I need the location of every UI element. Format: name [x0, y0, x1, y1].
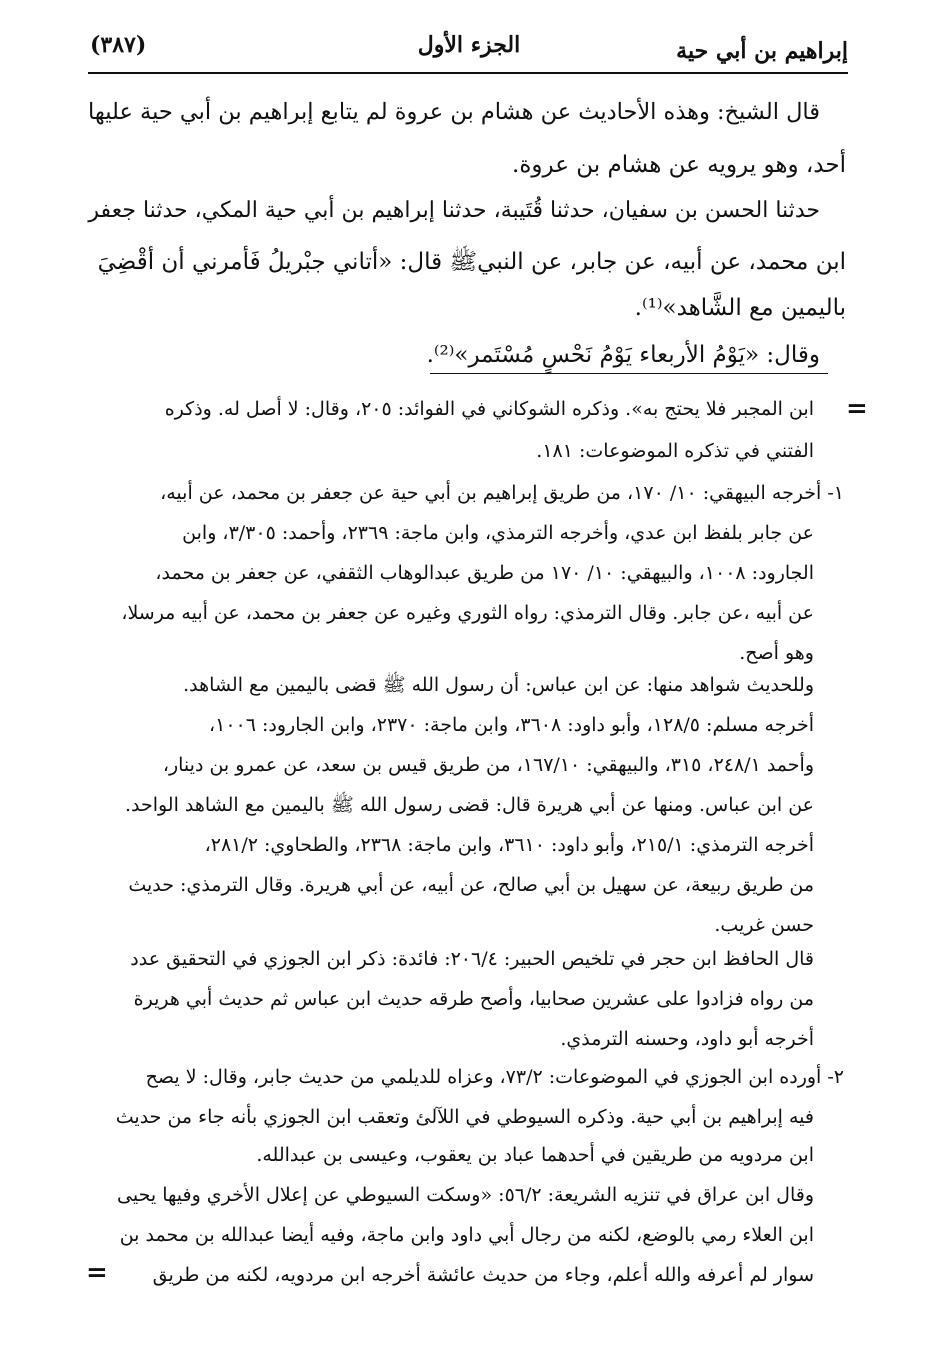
main-text-line: حدثنا الحسن بن سفيان، حدثنا قُتَيبة، حدثنا إبراهيم بن أبي حية المكي، حدثنا جعفر [88, 198, 820, 223]
footnote-line: من طريق ربيعة، عن سهيل بن أبي صالح، عن أبيه، عن أبي هريرة. وقال الترمذي: حديث [128, 874, 814, 896]
footnote-line: حسن غريب. [714, 914, 814, 936]
footnote-line: الفتني في تذكره الموضوعات: ١٨١. [536, 440, 814, 462]
page-number: (٣٨٧) [90, 32, 147, 58]
main-text-line: قال الشيخ: وهذه الأحاديث عن هشام بن عروة لم يتابع إبراهيم بن أبي حية عليها [88, 99, 820, 125]
main-text-line: باليمين مع الشَّاهد»⁽¹⁾. [634, 295, 846, 321]
footnote-line: ابن المجبر فلا يحتج به». وذكره الشوكاني في الفوائد: ٢٠٥، وقال: لا أصل له. وذكره [164, 398, 814, 420]
footnote-line: وهو أصح. [739, 642, 814, 664]
footnote-line: عن جابر بلفظ ابن عدي، وأخرجه الترمذي، وابن ماجة: ٢٣٦٩، وأحمد: ٣/٣٠٥، وابن [182, 522, 814, 544]
footnote-line: أخرجه مسلم: ١٢٨/٥، وأبو داود: ٣٦٠٨، وابن ماجة: ٢٣٧٠، وابن الجارود: ١٠٠٦، [209, 714, 814, 736]
continuation-mark-top: = [846, 394, 868, 424]
footnote-line: من رواه فزادوا على عشرين صحابيا، وأصح طرقه حديث ابن عباس ثم حديث أبي هريرة [133, 988, 814, 1010]
footnote-line: الجارود: ١٠٠٨، والبيهقي: ١٠/ ١٧٠ من طريق عبدالوهاب الثقفي، عن جعفر بن محمد، [155, 562, 814, 584]
header-rule [88, 72, 848, 74]
footnote-line: عن ابن عباس. ومنها عن أبي هريرة قال: قضى رسول الله ﷺ باليمين مع الشاهد الواحد. [124, 794, 814, 816]
main-text-line: أحد، وهو يرويه عن هشام بن عروة. [512, 152, 846, 178]
footnote-line: أخرجه أبو داود، وحسنه الترمذي. [560, 1028, 814, 1050]
header-title: إبراهيم بن أبي حية [676, 38, 848, 64]
footnote-line: قال الحافظ ابن حجر في تلخيص الحبير: ٢٠٦/٤: فائدة: ذكر ابن الجوزي في التحقيق عدد [130, 948, 814, 970]
main-text-line: ابن محمد، عن أبيه، عن جابر، عن النبيﷺ قال: «أتاني جبْريلُ فَأمرني أن أقْضِيَ [97, 249, 846, 275]
running-header [90, 30, 848, 64]
footnote-line: ابن العلاء رمي بالوضع، لكنه من رجال أبي داود وابن ماجة، وفيه أيضا عبدالله بن محمد بن [119, 1224, 814, 1246]
footnote-line: وقال ابن عراق في تنزيه الشريعة: ٥٦/٢: «وسكت السيوطي عن إعلال الأخري وفيها يحيى [117, 1184, 814, 1206]
footnote-line: عن أبيه ،عن جابر. وقال الترمذي: رواه الثوري وغيره عن جعفر بن محمد، عن أبيه مرسلا، [121, 602, 814, 624]
footnote-line: سوار لم أعرفه والله أعلم، وجاء من حديث عائشة أخرجه ابن مردويه، لكنه من طريق [152, 1264, 814, 1286]
footnote-line: ابن مردويه من طريقين في أحدهما عباد بن يعقوب، وعيسى بن عبدالله. [256, 1144, 814, 1166]
footnote-line: ٢- أورده ابن الجوزي في الموضوعات: ٧٣/٢، وعزاه للديلمي من حديث جابر، وقال: لا يصح [145, 1066, 844, 1088]
main-text-line: وقال: «يَوْمُ الأربعاء يَوْمُ نَحْسٍ مُسْتَمر»⁽²⁾. [426, 342, 820, 368]
footnote-line: فيه إبراهيم بن أبي حية. وذكره السيوطي في اللآلئ وتعقب ابن الجوزي بأنه جاء من حديث [115, 1106, 814, 1128]
header-volume: الجزء الأول [417, 32, 521, 58]
footnote-separator [430, 373, 828, 374]
continuation-mark-bottom: = [86, 1258, 108, 1288]
footnote-line: وأحمد ٢٤٨/١، ٣١٥، والبيهقي: ١٦٧/١٠، من طريق قيس بن سعد، عن عمرو بن دينار، [162, 754, 814, 776]
footnote-line: أخرجه الترمذي: ٢١٥/١، وأبو داود: ٣٦١٠، وابن ماجة: ٢٣٦٨، والطحاوي: ٢٨١/٢، [204, 834, 814, 856]
footnote-line: ١- أخرجه البيهقي: ١٠/ ١٧٠، من طريق إبراهيم بن أبي حية عن جعفر بن محمد، عن أبيه، [160, 482, 844, 504]
footnote-line: وللحديث شواهد منها: عن ابن عباس: أن رسول الله ﷺ قضى باليمين مع الشاهد. [183, 674, 814, 696]
